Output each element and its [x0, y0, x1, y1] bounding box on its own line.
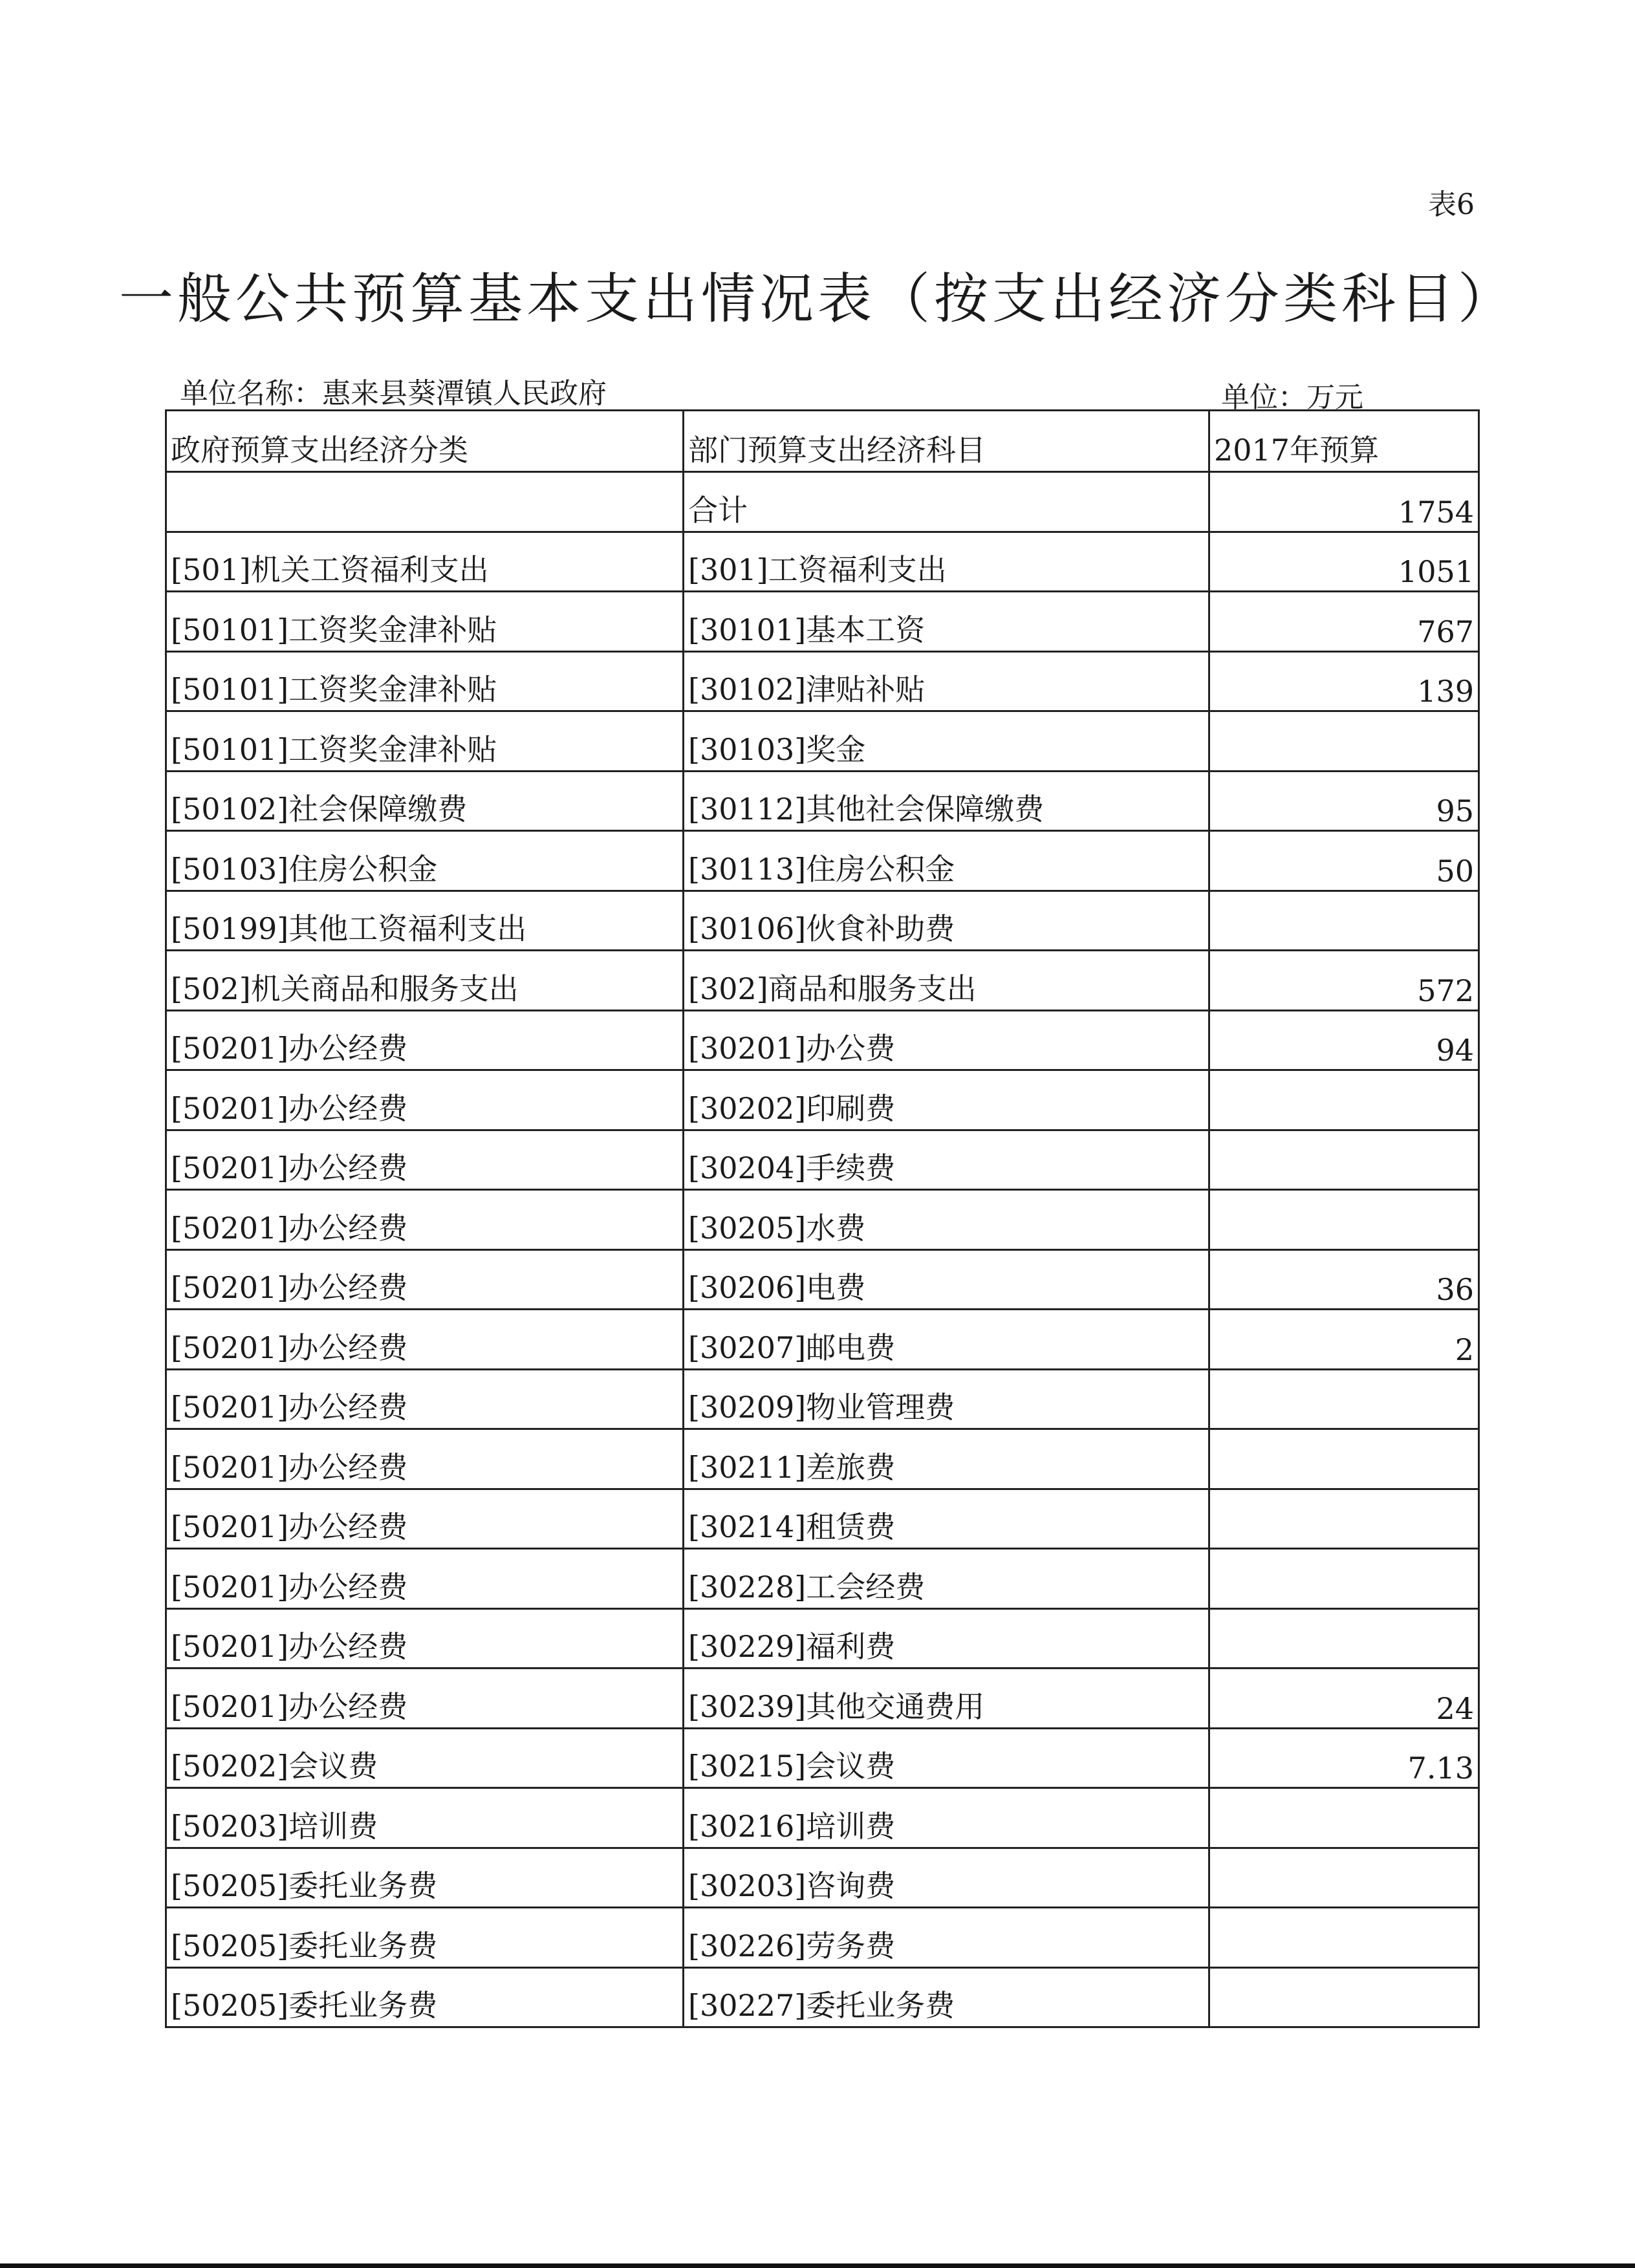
- amount-cell: 24: [1209, 1669, 1479, 1729]
- table-row: [166, 1788, 1479, 1848]
- amount-cell: 572: [1209, 951, 1479, 1011]
- dept-item-cell: [30112]其他社会保障缴费: [684, 771, 1209, 831]
- table-row: [166, 711, 1479, 772]
- dept-item-cell: [30201]办公费: [684, 1010, 1209, 1070]
- dept-item-cell: [30228]工会经费: [684, 1549, 1209, 1609]
- table-body: [166, 411, 1479, 2027]
- header-row: [166, 411, 1479, 472]
- table-row: [166, 1848, 1479, 1908]
- dept-item-cell: 合计: [684, 472, 1209, 532]
- table-row: [166, 1967, 1479, 2027]
- gov-class-cell: [50201]办公经费: [166, 1130, 684, 1190]
- table-row: [166, 1489, 1479, 1549]
- table-number: 表6: [1428, 188, 1475, 221]
- budget-table: [165, 409, 1480, 2028]
- gov-class-cell: [50205]委托业务费: [166, 1848, 684, 1908]
- table-row: [166, 1070, 1479, 1130]
- unit-name: 单位名称：惠来县葵潭镇人民政府: [180, 377, 607, 410]
- amount-cell: [1209, 891, 1479, 951]
- gov-class-cell: [50203]培训费: [166, 1788, 684, 1848]
- header-gov-class: 政府预算支出经济分类: [166, 411, 684, 472]
- amount-cell: [1209, 1070, 1479, 1130]
- dept-item-cell: [30103]奖金: [684, 711, 1209, 772]
- table-row: [166, 472, 1479, 532]
- header-dept-item: 部门预算支出经济科目: [684, 411, 1209, 472]
- dept-item-cell: [302]商品和服务支出: [684, 951, 1209, 1011]
- table-row: [166, 1728, 1479, 1788]
- amount-cell: [1209, 1369, 1479, 1429]
- amount-cell: 1754: [1209, 472, 1479, 532]
- unit-label: 单位：万元: [1221, 381, 1363, 414]
- table-row: [166, 1669, 1479, 1729]
- table-row: [166, 1369, 1479, 1429]
- amount-cell: [1209, 1967, 1479, 2027]
- amount-cell: [1209, 1190, 1479, 1250]
- dept-item-cell: [30202]印刷费: [684, 1070, 1209, 1130]
- dept-item-cell: [30214]租赁费: [684, 1489, 1209, 1549]
- amount-cell: [1209, 1429, 1479, 1489]
- amount-cell: [1209, 1908, 1479, 1968]
- table-row: [166, 1130, 1479, 1190]
- gov-class-cell: [50201]办公经费: [166, 1669, 684, 1729]
- amount-cell: [1209, 1549, 1479, 1609]
- dept-item-cell: [30205]水费: [684, 1190, 1209, 1250]
- dept-item-cell: [30229]福利费: [684, 1608, 1209, 1669]
- scan-edge: [0, 2263, 1635, 2268]
- amount-cell: [1209, 1130, 1479, 1190]
- amount-cell: 36: [1209, 1249, 1479, 1310]
- table-row: [166, 1908, 1479, 1968]
- amount-cell: 50: [1209, 831, 1479, 891]
- table-row: [166, 1608, 1479, 1669]
- table-row: [166, 1010, 1479, 1070]
- dept-item-cell: [30113]住房公积金: [684, 831, 1209, 891]
- dept-item-cell: [30209]物业管理费: [684, 1369, 1209, 1429]
- table-row: [166, 532, 1479, 592]
- gov-class-cell: [50201]办公经费: [166, 1070, 684, 1130]
- table-row: [166, 891, 1479, 951]
- gov-class-cell: [50201]办公经费: [166, 1429, 684, 1489]
- gov-class-cell: [50101]工资奖金津补贴: [166, 651, 684, 711]
- gov-class-cell: [166, 472, 684, 532]
- table-row: [166, 771, 1479, 831]
- header-budget-2017: 2017年预算: [1209, 411, 1479, 472]
- gov-class-cell: [50201]办公经费: [166, 1249, 684, 1310]
- table-row: [166, 831, 1479, 891]
- dept-item-cell: [301]工资福利支出: [684, 532, 1209, 592]
- gov-class-cell: [50201]办公经费: [166, 1190, 684, 1250]
- table-row: [166, 592, 1479, 652]
- gov-class-cell: [50103]住房公积金: [166, 831, 684, 891]
- table-row: [166, 1429, 1479, 1489]
- table-row: [166, 1549, 1479, 1609]
- dept-item-cell: [30227]委托业务费: [684, 1967, 1209, 2027]
- amount-cell: [1209, 711, 1479, 772]
- gov-class-cell: [50199]其他工资福利支出: [166, 891, 684, 951]
- gov-class-cell: [50205]委托业务费: [166, 1967, 684, 2027]
- table-row: [166, 651, 1479, 711]
- amount-cell: 2: [1209, 1310, 1479, 1370]
- gov-class-cell: [50202]会议费: [166, 1728, 684, 1788]
- gov-class-cell: [50201]办公经费: [166, 1010, 684, 1070]
- gov-class-cell: [50101]工资奖金津补贴: [166, 592, 684, 652]
- gov-class-cell: [50201]办公经费: [166, 1549, 684, 1609]
- dept-item-cell: [30106]伙食补助费: [684, 891, 1209, 951]
- amount-cell: 139: [1209, 651, 1479, 711]
- gov-class-cell: [50201]办公经费: [166, 1608, 684, 1669]
- dept-item-cell: [30216]培训费: [684, 1788, 1209, 1848]
- amount-cell: 767: [1209, 592, 1479, 652]
- table-row: [166, 1249, 1479, 1310]
- dept-item-cell: [30215]会议费: [684, 1728, 1209, 1788]
- table-row: [166, 951, 1479, 1011]
- amount-cell: [1209, 1489, 1479, 1549]
- amount-cell: 94: [1209, 1010, 1479, 1070]
- dept-item-cell: [30226]劳务费: [684, 1908, 1209, 1968]
- gov-class-cell: [501]机关工资福利支出: [166, 532, 684, 592]
- gov-class-cell: [50205]委托业务费: [166, 1908, 684, 1968]
- amount-cell: 95: [1209, 771, 1479, 831]
- dept-item-cell: [30211]差旅费: [684, 1429, 1209, 1489]
- amount-cell: [1209, 1788, 1479, 1848]
- gov-class-cell: [50201]办公经费: [166, 1489, 684, 1549]
- amount-cell: 1051: [1209, 532, 1479, 592]
- amount-cell: [1209, 1608, 1479, 1669]
- page-title: 一般公共预算基本支出情况表（按支出经济分类科目）: [118, 267, 1516, 330]
- gov-class-cell: [50201]办公经费: [166, 1369, 684, 1429]
- dept-item-cell: [30207]邮电费: [684, 1310, 1209, 1370]
- dept-item-cell: [30204]手续费: [684, 1130, 1209, 1190]
- table-row: [166, 1310, 1479, 1370]
- dept-item-cell: [30203]咨询费: [684, 1848, 1209, 1908]
- dept-item-cell: [30239]其他交通费用: [684, 1669, 1209, 1729]
- gov-class-cell: [502]机关商品和服务支出: [166, 951, 684, 1011]
- amount-cell: 7.13: [1209, 1728, 1479, 1788]
- gov-class-cell: [50201]办公经费: [166, 1310, 684, 1370]
- gov-class-cell: [50102]社会保障缴费: [166, 771, 684, 831]
- dept-item-cell: [30101]基本工资: [684, 592, 1209, 652]
- amount-cell: [1209, 1848, 1479, 1908]
- dept-item-cell: [30102]津贴补贴: [684, 651, 1209, 711]
- dept-item-cell: [30206]电费: [684, 1249, 1209, 1310]
- gov-class-cell: [50101]工资奖金津补贴: [166, 711, 684, 772]
- table-row: [166, 1190, 1479, 1250]
